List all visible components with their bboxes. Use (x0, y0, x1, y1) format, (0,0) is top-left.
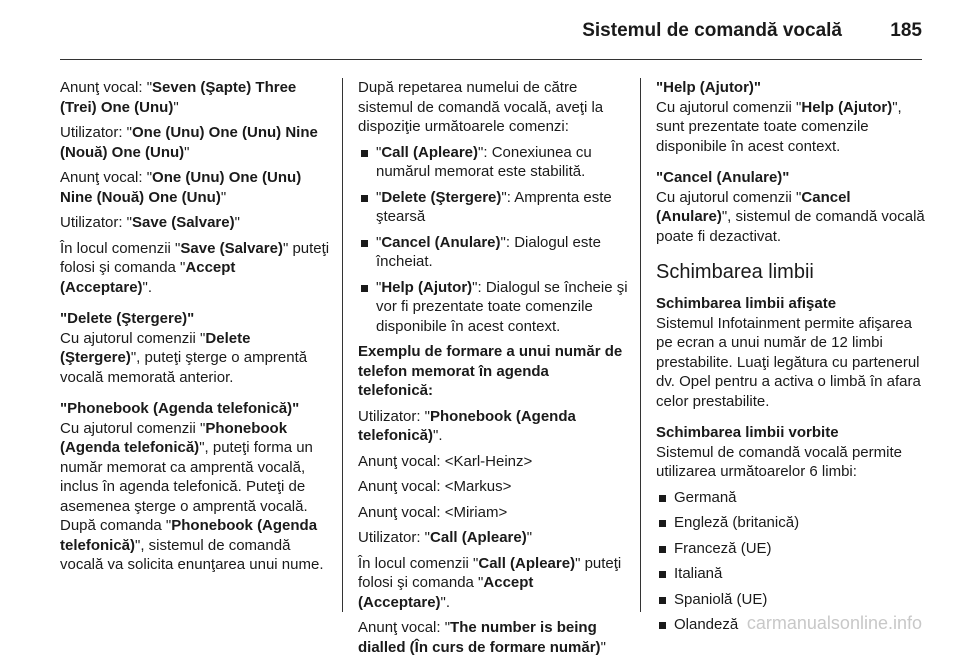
bullet-icon (659, 495, 666, 502)
bullet-icon (659, 546, 666, 553)
paragraph: Anunţ vocal: "Seven (Şapte) Three (Trei) One (Unu)" (60, 79, 297, 116)
phonebook-heading: "Phonebook (Agenda telefonică)" Cu ajutorul comenzii "Phonebook (Agenda telefonică)", puteţi forma un număr memorat ca amprentă vocală, inclus în agenda telefonică. Puteţi de asemenea şterge o amprentă vocală. După comanda "Phonebook (Agenda telefonică)", sistemul de comandă vocală va solicita enunţarea unui nume. (60, 400, 324, 573)
paragraph: Utilizator: "Call (Apleare)" (358, 529, 533, 546)
spoken-language-section: Schimbarea limbii vorbite Sistemul de comandă vocală permite utilizarea următoarelor 6 limbi: (656, 424, 902, 480)
watermark: carmanualsonline.info (746, 613, 922, 633)
list-item: Spaniolă (UE) (656, 590, 926, 610)
list-item: Italiană (656, 564, 926, 584)
list-item: Germană (656, 488, 926, 508)
bullet-icon (659, 520, 666, 527)
list-item: "Call (Apleare)": Conexiunea cu numărul memorat este stabilită. (358, 143, 628, 182)
page-number: 185 (890, 20, 922, 41)
display-language-section: Schimbarea limbii afişate Sistemul Infotainment permite afişarea pe ecran a unui număr de 12 limbi prestabilite. Luaţi legătura cu partenerul dv. Opel pentru a activa o limbă în afara celor prestabilite. (656, 295, 921, 410)
list-item: Engleză (britanică) (656, 513, 926, 533)
list-item: Franceză (UE) (656, 539, 926, 559)
help-heading: "Help (Ajutor)" Cu ajutorul comenzii "Help (Ajutor)", sunt prezentate toate comenzile disponibile în acest context. (656, 79, 902, 155)
bullet-icon (659, 622, 666, 629)
paragraph: Anunţ vocal: "One (Unu) One (Unu) Nine (Nouă) One (Unu)" (60, 169, 302, 206)
paragraph: Anunţ vocal: <Miriam> (358, 503, 508, 521)
list-item: "Help (Ajutor)": Dialogul se încheie şi vor fi prezentate toate comenzile disponibile în acest context. (358, 278, 628, 337)
example-heading: Exemplu de formare a unui număr de telefon memorat în agenda telefonică: (358, 343, 623, 399)
bullet-icon (361, 285, 368, 292)
list-item: "Delete (Ştergere)": Amprenta este ştearsă (358, 188, 628, 227)
header-rule (60, 59, 922, 60)
paragraph: Utilizator: "One (Unu) One (Unu) Nine (Nouă) One (Unu)" (60, 124, 318, 161)
column-divider (342, 78, 343, 612)
column-divider (640, 78, 641, 612)
paragraph: Utilizator: "Phonebook (Agenda telefonică)". (358, 407, 576, 444)
column-middle (358, 78, 628, 656)
delete-heading: "Delete (Ştergere)" Cu ajutorul comenzii "Delete (Ştergere)", puteţi şterge o amprentă vocală memorată anterior. (60, 310, 308, 386)
paragraph: Anunţ vocal: <Karl-Heinz> (358, 452, 533, 470)
paragraph: Anunţ vocal: "The number is being dialled (În curs de formare număr)" (358, 619, 606, 656)
page-header (0, 0, 960, 60)
intro-paragraph: După repetarea numelui de către sistemul de comandă vocală, aveţi la dispoziţie următoarele comenzi: (358, 79, 604, 135)
list-item: "Cancel (Anulare)": Dialogul este încheiat. (358, 233, 628, 272)
bullet-icon (659, 597, 666, 604)
section-title: Schimbarea limbii (656, 261, 814, 283)
page-title: Sistemul de comandă vocală (582, 20, 842, 41)
paragraph: În locul comenzii "Save (Salvare)" puteţi folosi şi comanda "Accept (Acceptare)". (60, 239, 330, 296)
bullet-icon (361, 195, 368, 202)
column-left (60, 78, 330, 612)
command-list (358, 143, 628, 337)
bullet-icon (361, 240, 368, 247)
list-item: Olandeză (656, 615, 926, 635)
paragraph: În locul comenzii "Call (Apleare)" puteţi folosi şi comanda "Accept (Acceptare)". (358, 554, 622, 611)
bullet-icon (361, 150, 368, 157)
paragraph: Utilizator: "Save (Salvare)" (60, 214, 240, 231)
paragraph: Anunţ vocal: <Markus> (358, 478, 512, 495)
bullet-icon (659, 571, 666, 578)
cancel-heading: "Cancel (Anulare)" Cu ajutorul comenzii "Cancel (Anulare)", sistemul de comandă vocală poate fi dezactivat. (656, 169, 925, 245)
